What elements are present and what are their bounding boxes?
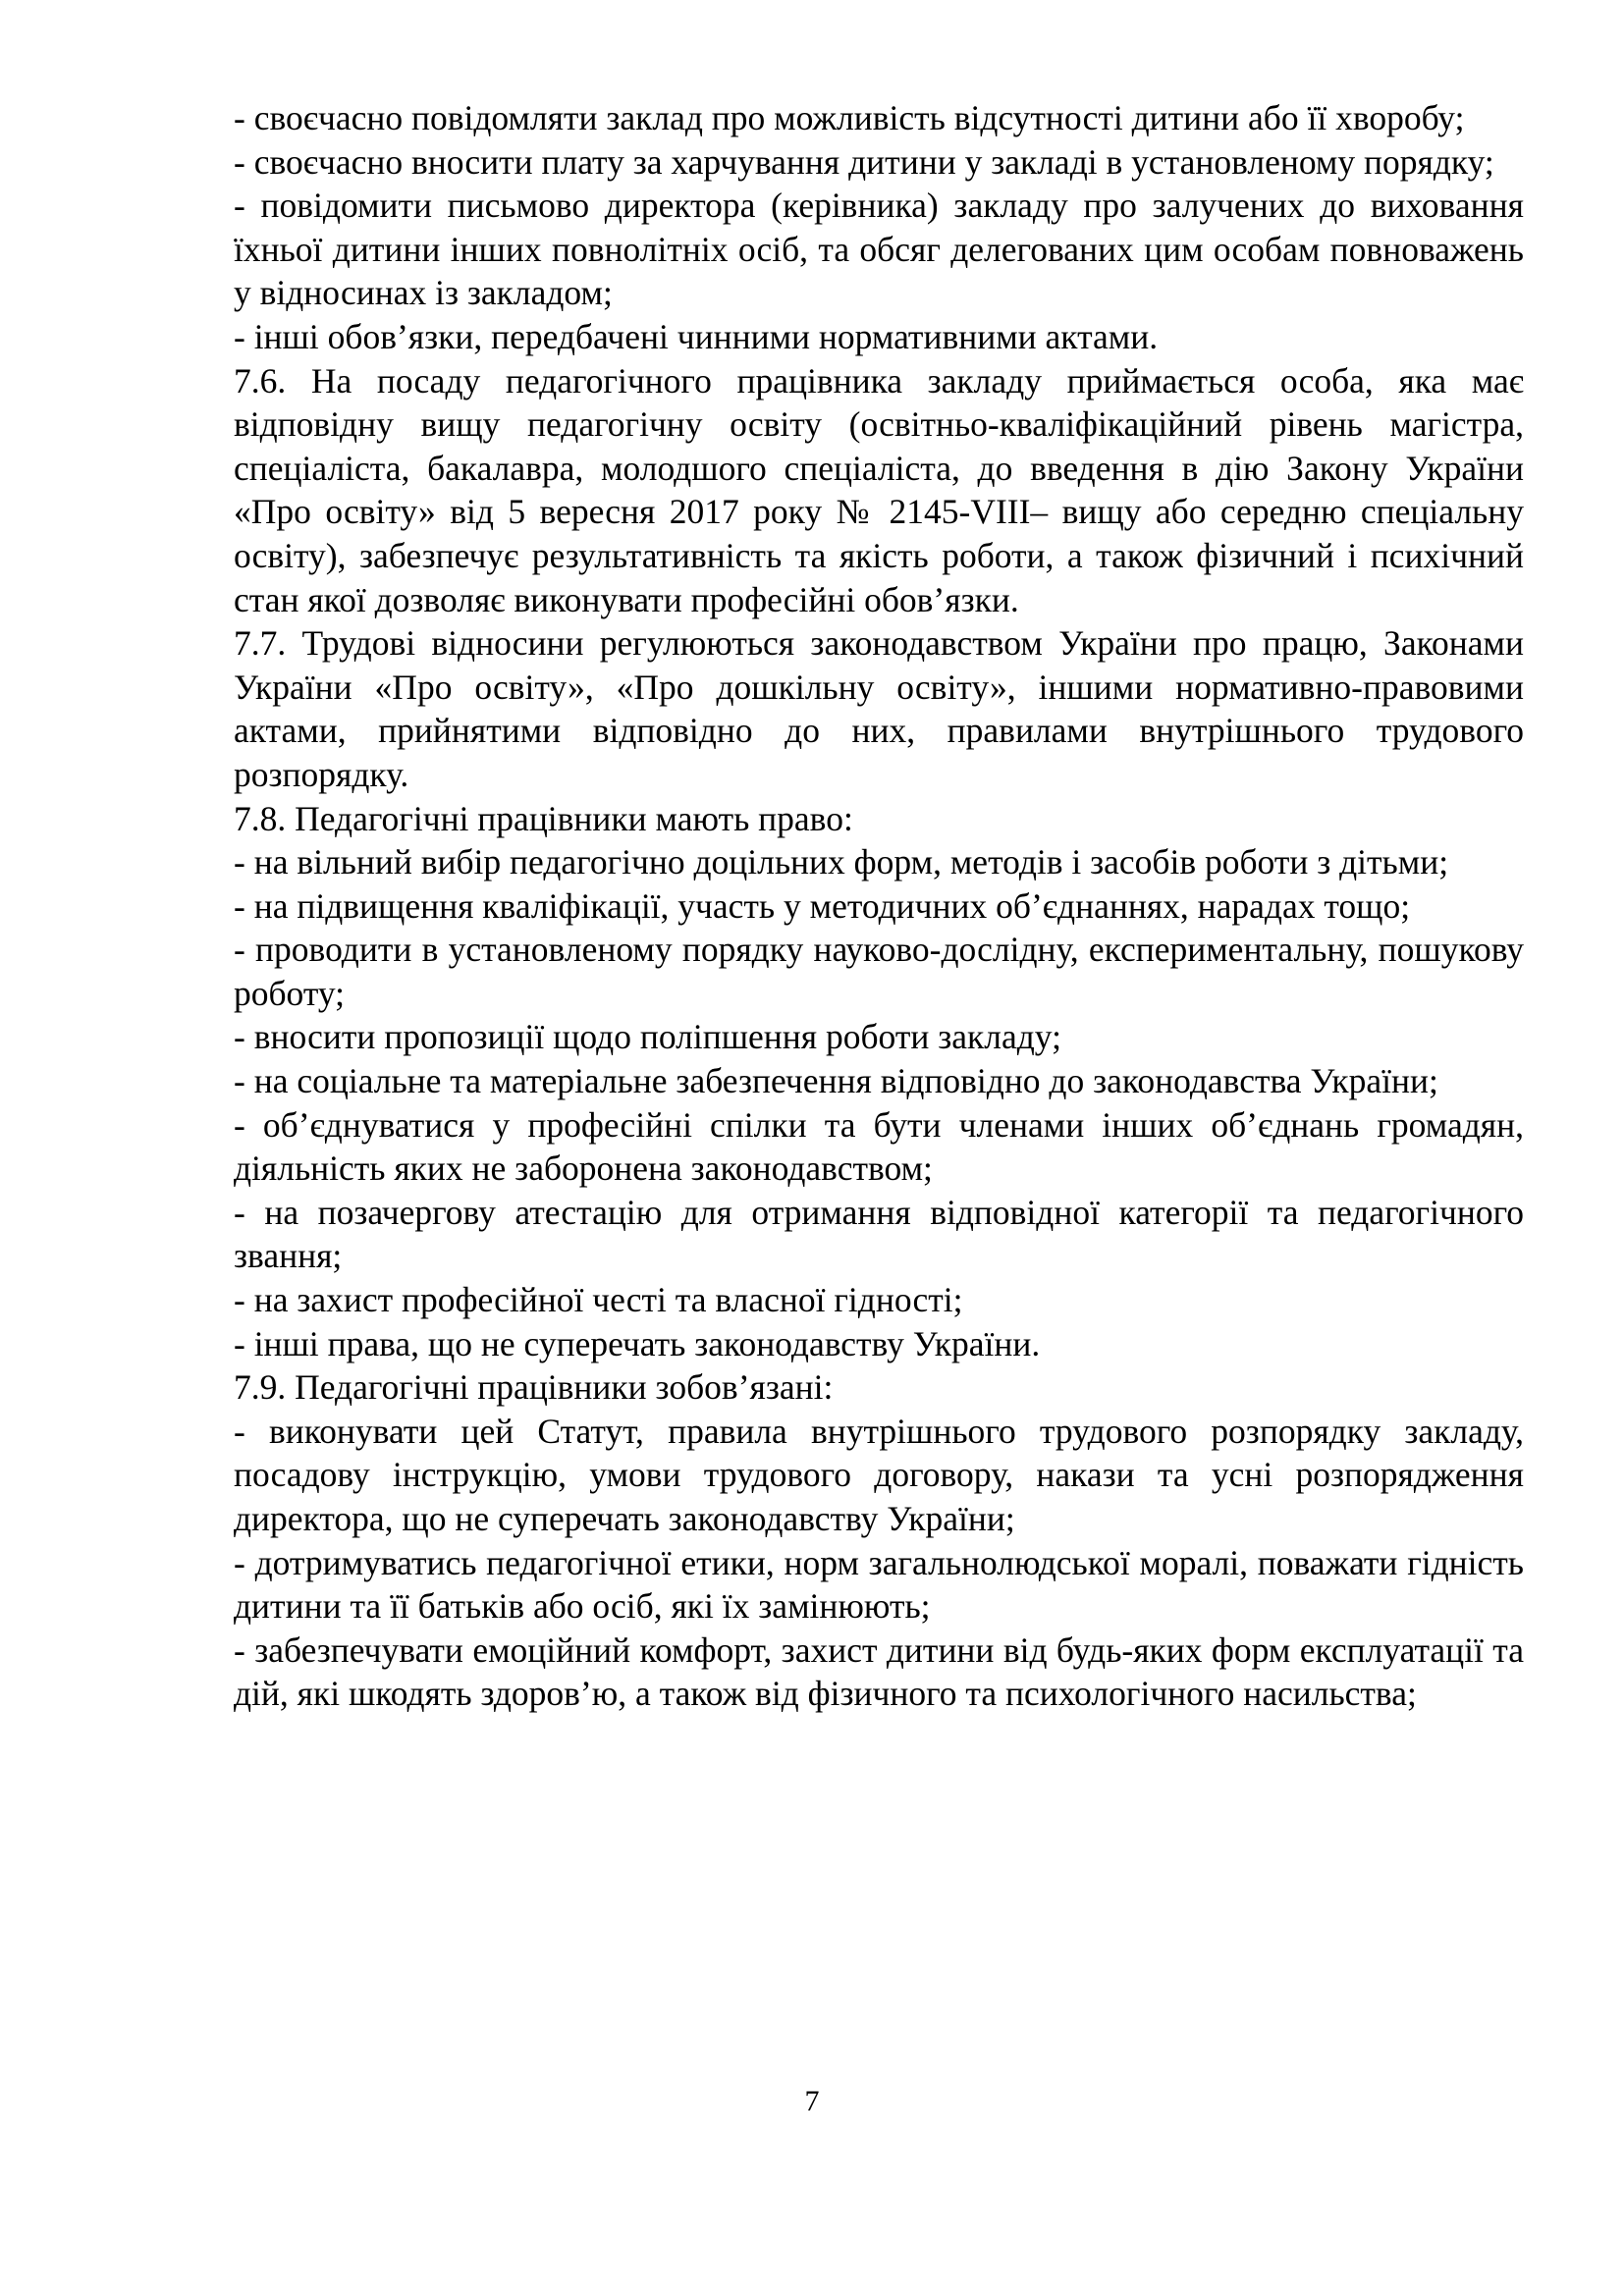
- paragraph: - на підвищення кваліфікації, участь у методичних об’єднаннях, нарадах тощо;: [234, 885, 1411, 926]
- paragraph: - на соціальне та матеріальне забезпечення відповідно до законодавства України;: [234, 1061, 1438, 1101]
- section-7-6-paragraph: 7.6. На посаду педагогічного працівника закладу приймається особа, яка має відповідну вищу педагогічну освіту (освітньо-кваліфікаційний рівень магістра, спеціаліста, бакалавра, молодшого спеціаліста, до введення в дію Закону України «Про освіту» від 5 вересня 2017 року № 2145-VIII– вищу або середню спеціальну освіту), забезпечує результативність та якість роботи, а також фізичний і психічний стан якої дозволяє виконувати професійні обов’язки.: [234, 360, 1524, 619]
- paragraph: - повідомити письмово директора (керівника) закладу про залучених до виховання їхньої дитини інших повнолітніх осіб, та обсяг делегованих цим особам повноважень у відносинах із закладом;: [234, 186, 1524, 313]
- section-7-8-heading: 7.8. Педагогічні працівники мають право:: [234, 798, 853, 838]
- paragraph: - об’єднуватися у професійні спілки та бути членами інших об’єднань громадян, діяльність яких не заборонена законодавством;: [234, 1104, 1524, 1189]
- paragraph: - своєчасно вносити плату за харчування дитини у закладі в установленому порядку;: [234, 141, 1494, 182]
- paragraph: - проводити в установленому порядку науково-дослідну, експериментальну, пошукову роботу;: [234, 930, 1524, 1013]
- paragraph: - своєчасно повідомляти заклад про можливість відсутності дитини або її хворобу;: [234, 98, 1465, 137]
- paragraph: - виконувати цей Статут, правила внутрішнього трудового розпорядку закладу, посадову інструкцію, умови трудового договору, накази та усні розпорядження директора, що не суперечать законодавству України;: [234, 1411, 1524, 1538]
- paragraph: - на позачергову атестацію для отримання відповідної категорії та педагогічного звання;: [234, 1192, 1524, 1276]
- paragraph: - інші обов’язки, передбачені чинними нормативними актами.: [234, 316, 1159, 356]
- section-7-9-heading: 7.9. Педагогічні працівники зобов’язані:: [234, 1367, 834, 1408]
- paragraph: - вносити пропозиції щодо поліпшення роботи закладу;: [234, 1017, 1061, 1057]
- paragraph: - інші права, що не суперечать законодавству України.: [234, 1323, 1041, 1363]
- paragraph: - на захист професійної честі та власної гідності;: [234, 1280, 963, 1320]
- document-body: [234, 96, 1524, 1716]
- page-number: 7: [804, 2085, 820, 2117]
- paragraph: - дотримуватись педагогічної етики, норм загальнолюдської моралі, поважати гідність дитини та її батьків або осіб, які їх замінюють;: [234, 1542, 1524, 1627]
- paragraph: - на вільний вибір педагогічно доцільних форм, методів і засобів роботи з дітьми;: [234, 842, 1449, 882]
- section-7-7-paragraph: 7.7. Трудові відносини регулюються законодавством України про працю, Законами України «Про освіту», «Про дошкільну освіту», іншими нормативно-правовими актами, прийнятими відповідно до них, правилами внутрішнього трудового розпорядку.: [234, 623, 1524, 794]
- paragraph: - забезпечувати емоційний комфорт, захист дитини від будь-яких форм експлуатації та дій, які шкодять здоров’ю, а також від фізичного та психологічного насильства;: [234, 1629, 1524, 1714]
